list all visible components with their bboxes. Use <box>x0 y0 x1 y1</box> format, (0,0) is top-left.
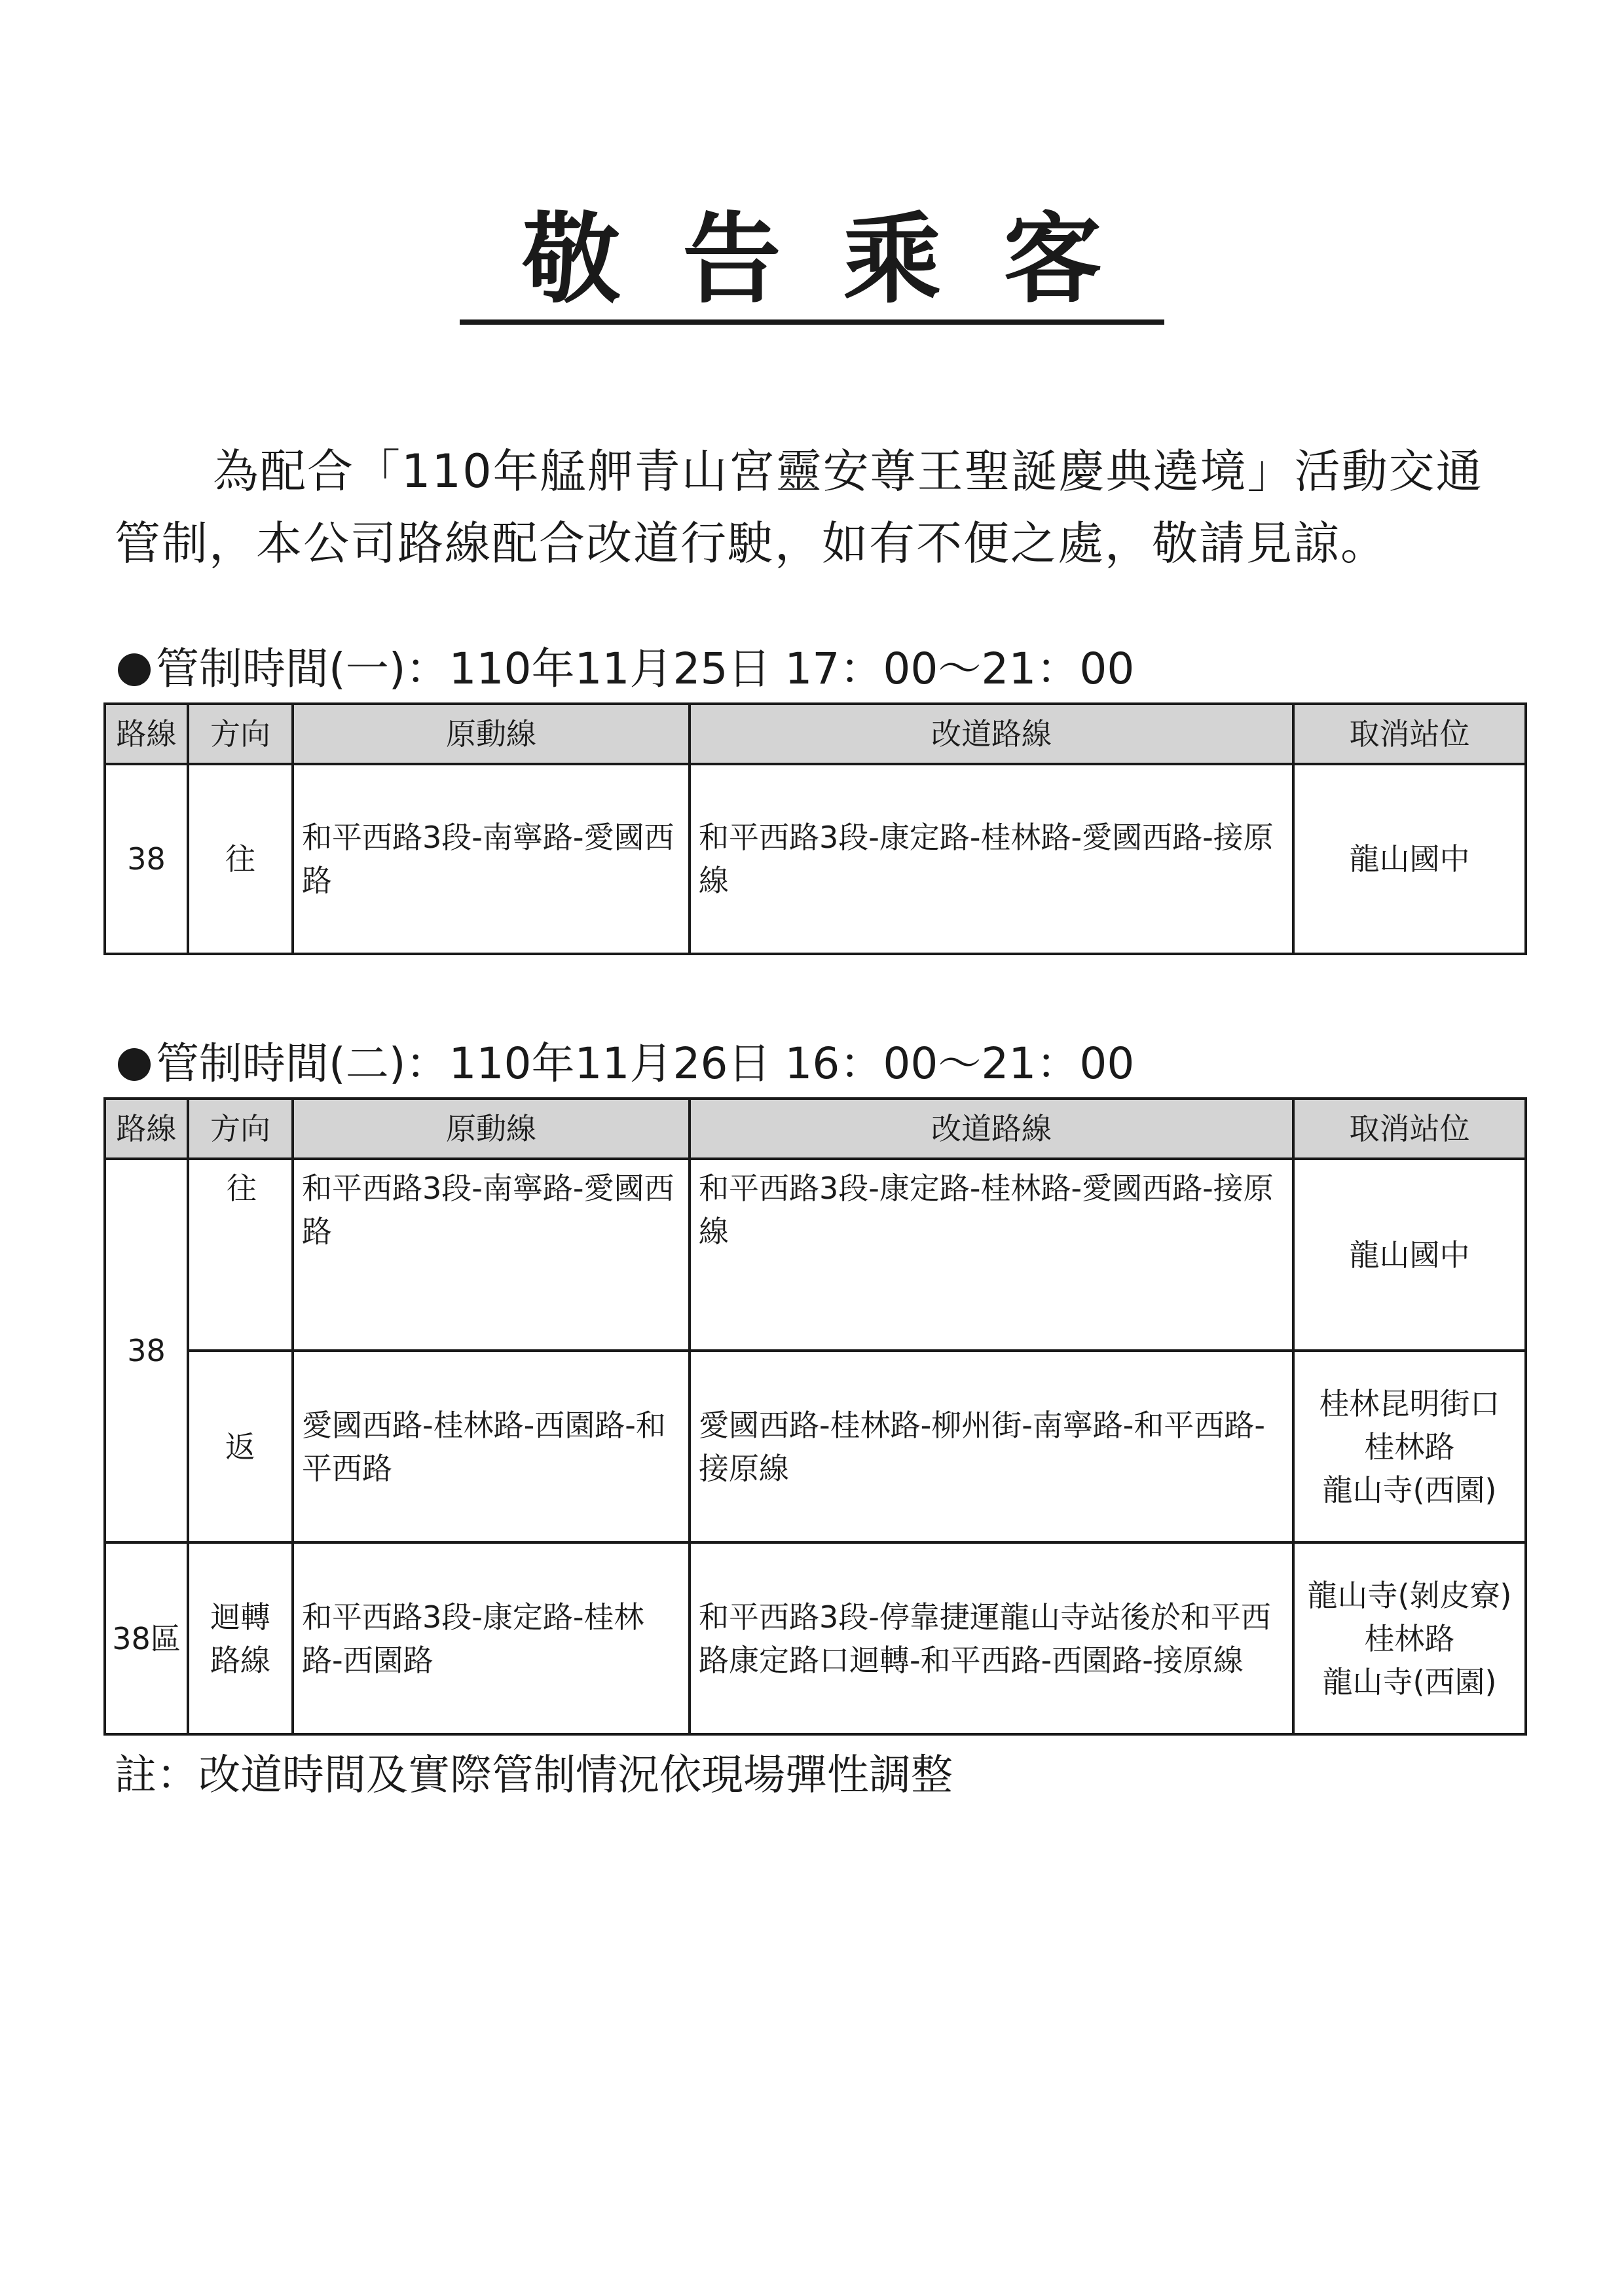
table-row <box>105 1542 1526 1734</box>
section2-heading-row <box>118 1038 1134 1090</box>
table-row <box>105 1159 1526 1351</box>
header-original: 原動線 <box>293 1099 690 1159</box>
footnote: 註：改道時間及實際管制情況依現場彈性調整 <box>115 1751 953 1800</box>
cancelled-stop: 龍山寺(剝皮寮) <box>1307 1577 1512 1613</box>
cell-route: 38 <box>105 1159 188 1542</box>
cell-cancelled: 龍山國中 <box>1293 1159 1526 1351</box>
header-route: 路線 <box>105 704 188 764</box>
cell-original: 愛國西路-桂林路-西園路-和平西路 <box>293 1351 690 1542</box>
table-header-row <box>105 1099 1526 1159</box>
notice-title-block <box>0 204 1624 325</box>
header-direction: 方向 <box>188 704 293 764</box>
cell-route: 38區 <box>105 1542 188 1734</box>
cell-direction: 往 <box>188 1159 293 1351</box>
section1-heading-row <box>118 643 1134 695</box>
cell-detour: 和平西路3段-康定路-桂林路-愛國西路-接原線 <box>690 764 1293 954</box>
section1-table <box>103 702 1527 955</box>
cancelled-stop: 桂林昆明街口 <box>1319 1385 1500 1421</box>
cell-direction: 往 <box>188 764 293 954</box>
cell-original: 和平西路3段-康定路-桂林路-西園路 <box>293 1542 690 1734</box>
header-cancelled: 取消站位 <box>1293 704 1526 764</box>
intro-paragraph: 為配合「110年艋舺青山宮靈安尊王聖誕慶典遶境」活動交通管制，本公司路線配合改道行駛，如有不便之處，敬請見諒。 <box>115 445 1483 570</box>
direction-line: 路線 <box>210 1642 270 1678</box>
cell-cancelled <box>1293 1542 1526 1734</box>
direction-line: 迴轉 <box>210 1599 270 1635</box>
bullet-icon <box>118 1048 151 1081</box>
cell-direction <box>188 1542 293 1734</box>
cell-cancelled <box>1293 1351 1526 1542</box>
cell-detour: 愛國西路-桂林路-柳州街-南寧路-和平西路-接原線 <box>690 1351 1293 1542</box>
cell-original: 和平西路3段-南寧路-愛國西路 <box>293 764 690 954</box>
cell-direction: 返 <box>188 1351 293 1542</box>
header-cancelled: 取消站位 <box>1293 1099 1526 1159</box>
section2-heading: 管制時間(二)：110年11月26日 16：00～21：00 <box>156 1038 1135 1089</box>
section1-heading: 管制時間(一)：110年11月25日 17：00～21：00 <box>156 644 1135 694</box>
notice-title: 敬告乘客 <box>460 204 1164 325</box>
cell-detour: 和平西路3段-康定路-桂林路-愛國西路-接原線 <box>690 1159 1293 1351</box>
cell-route: 38 <box>105 764 188 954</box>
header-route: 路線 <box>105 1099 188 1159</box>
cell-original: 和平西路3段-南寧路-愛國西路 <box>293 1159 690 1351</box>
section2-table <box>103 1097 1527 1736</box>
table-header-row <box>105 704 1526 764</box>
table-row <box>105 1351 1526 1542</box>
header-original: 原動線 <box>293 704 690 764</box>
cancelled-stop: 桂林路 <box>1364 1429 1455 1465</box>
bullet-icon <box>118 653 151 686</box>
cell-cancelled: 龍山國中 <box>1293 764 1526 954</box>
cancelled-stop: 龍山寺(西園) <box>1322 1664 1497 1700</box>
cancelled-stop: 龍山寺(西園) <box>1322 1472 1497 1508</box>
header-direction: 方向 <box>188 1099 293 1159</box>
table-row <box>105 764 1526 954</box>
header-detour: 改道路線 <box>690 1099 1293 1159</box>
cancelled-stop: 桂林路 <box>1364 1620 1455 1656</box>
cell-detour: 和平西路3段-停靠捷運龍山寺站後於和平西路康定路口迴轉-和平西路-西園路-接原線 <box>690 1542 1293 1734</box>
header-detour: 改道路線 <box>690 704 1293 764</box>
